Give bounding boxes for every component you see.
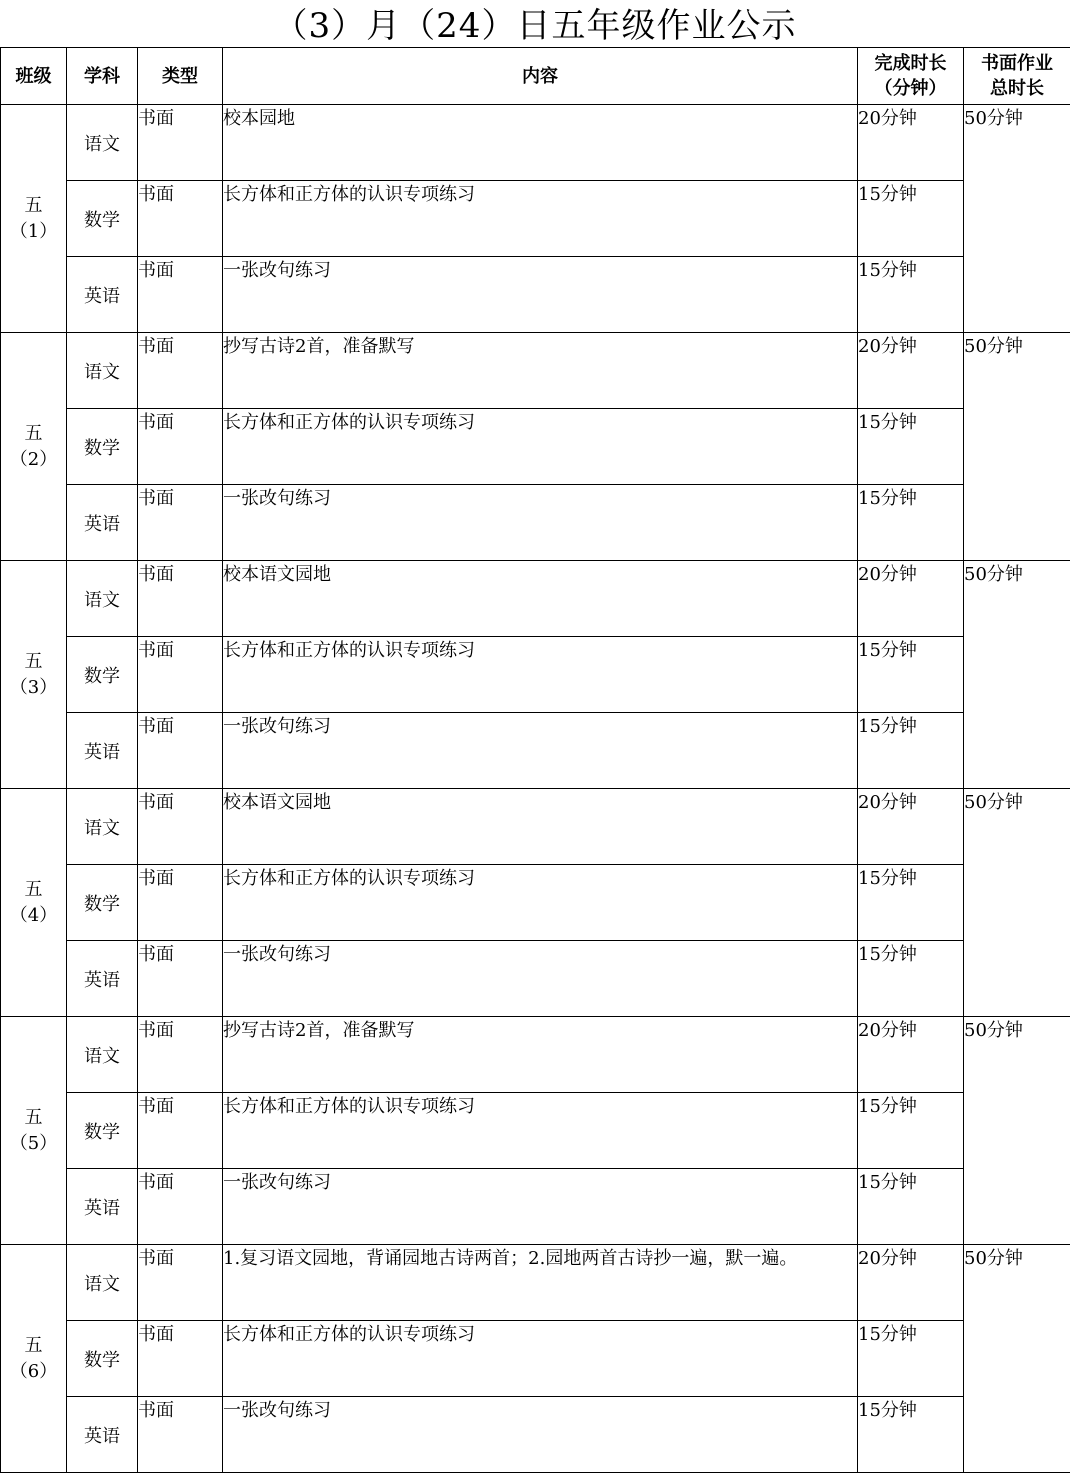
duration-cell: 15分钟 <box>858 1093 964 1169</box>
duration-cell: 15分钟 <box>858 941 964 1017</box>
homework-table <box>0 47 1070 1473</box>
class-grade: 五 <box>24 422 43 444</box>
type-cell: 书面 <box>138 1321 223 1397</box>
type-cell: 书面 <box>138 561 223 637</box>
content-cell: 校本语文园地 <box>223 789 858 865</box>
table-row <box>1 257 1070 333</box>
class-grade: 五 <box>24 194 43 216</box>
subject-cell: 语文 <box>67 1245 138 1321</box>
table-row <box>1 1017 1070 1093</box>
type-cell: 书面 <box>138 485 223 561</box>
class-cell <box>1 333 67 561</box>
total-duration-cell: 50分钟 <box>964 561 1070 789</box>
type-cell: 书面 <box>138 409 223 485</box>
table-row <box>1 1093 1070 1169</box>
table-row <box>1 1397 1070 1473</box>
content-cell: 长方体和正方体的认识专项练习 <box>223 637 858 713</box>
table-row <box>1 333 1070 409</box>
table-row <box>1 941 1070 1017</box>
type-cell: 书面 <box>138 865 223 941</box>
table-row <box>1 181 1070 257</box>
page-title: （3）月（24）日五年级作业公示 <box>273 6 797 46</box>
table-row <box>1 105 1070 181</box>
content-cell: 长方体和正方体的认识专项练习 <box>223 1093 858 1169</box>
subject-cell: 语文 <box>67 105 138 181</box>
table-row <box>1 409 1070 485</box>
class-number: （5） <box>9 1132 58 1154</box>
header-duration <box>858 48 964 105</box>
header-duration-line1: 完成时长 <box>874 53 947 74</box>
subject-cell: 语文 <box>67 333 138 409</box>
class-grade: 五 <box>24 1106 43 1128</box>
type-cell: 书面 <box>138 941 223 1017</box>
duration-cell: 20分钟 <box>858 789 964 865</box>
content-cell: 校本语文园地 <box>223 561 858 637</box>
header-subject: 学科 <box>67 48 138 105</box>
duration-cell: 15分钟 <box>858 1321 964 1397</box>
total-duration-cell: 50分钟 <box>964 789 1070 1017</box>
table-row <box>1 1321 1070 1397</box>
subject-cell: 英语 <box>67 257 138 333</box>
class-number: （3） <box>9 676 58 698</box>
table-row <box>1 865 1070 941</box>
table-row <box>1 1245 1070 1321</box>
content-cell: 一张改句练习 <box>223 257 858 333</box>
subject-cell: 数学 <box>67 409 138 485</box>
subject-cell: 英语 <box>67 1397 138 1473</box>
type-cell: 书面 <box>138 1397 223 1473</box>
type-cell: 书面 <box>138 1017 223 1093</box>
content-cell: 一张改句练习 <box>223 713 858 789</box>
class-number: （6） <box>9 1360 58 1382</box>
table-row <box>1 789 1070 865</box>
subject-cell: 英语 <box>67 1169 138 1245</box>
subject-cell: 语文 <box>67 789 138 865</box>
duration-cell: 15分钟 <box>858 1397 964 1473</box>
class-cell <box>1 561 67 789</box>
type-cell: 书面 <box>138 257 223 333</box>
table-row <box>1 485 1070 561</box>
class-cell <box>1 105 67 333</box>
class-cell <box>1 1245 67 1473</box>
content-cell: 一张改句练习 <box>223 941 858 1017</box>
content-cell: 一张改句练习 <box>223 485 858 561</box>
header-duration-line2: （分钟） <box>874 78 947 99</box>
content-cell: 一张改句练习 <box>223 1397 858 1473</box>
content-cell: 长方体和正方体的认识专项练习 <box>223 865 858 941</box>
duration-cell: 15分钟 <box>858 713 964 789</box>
header-total <box>964 48 1070 105</box>
class-grade: 五 <box>24 878 43 900</box>
table-row <box>1 561 1070 637</box>
type-cell: 书面 <box>138 789 223 865</box>
table-body <box>1 105 1070 1473</box>
type-cell: 书面 <box>138 181 223 257</box>
subject-cell: 英语 <box>67 485 138 561</box>
duration-cell: 15分钟 <box>858 865 964 941</box>
content-cell: 抄写古诗2首，准备默写 <box>223 333 858 409</box>
class-cell <box>1 1017 67 1245</box>
header-type: 类型 <box>138 48 223 105</box>
duration-cell: 20分钟 <box>858 561 964 637</box>
subject-cell: 数学 <box>67 181 138 257</box>
class-grade: 五 <box>24 1334 43 1356</box>
subject-cell: 数学 <box>67 637 138 713</box>
total-duration-cell: 50分钟 <box>964 1245 1070 1473</box>
subject-cell: 数学 <box>67 1321 138 1397</box>
type-cell: 书面 <box>138 333 223 409</box>
content-cell: 长方体和正方体的认识专项练习 <box>223 181 858 257</box>
duration-cell: 20分钟 <box>858 1245 964 1321</box>
type-cell: 书面 <box>138 1093 223 1169</box>
content-cell: 长方体和正方体的认识专项练习 <box>223 1321 858 1397</box>
total-duration-cell: 50分钟 <box>964 333 1070 561</box>
duration-cell: 15分钟 <box>858 181 964 257</box>
table-row <box>1 1169 1070 1245</box>
subject-cell: 英语 <box>67 941 138 1017</box>
duration-cell: 20分钟 <box>858 105 964 181</box>
subject-cell: 英语 <box>67 713 138 789</box>
subject-cell: 语文 <box>67 561 138 637</box>
table-row <box>1 637 1070 713</box>
content-cell: 一张改句练习 <box>223 1169 858 1245</box>
header-content: 内容 <box>223 48 858 105</box>
content-cell: 长方体和正方体的认识专项练习 <box>223 409 858 485</box>
duration-cell: 15分钟 <box>858 1169 964 1245</box>
total-duration-cell: 50分钟 <box>964 1017 1070 1245</box>
type-cell: 书面 <box>138 1169 223 1245</box>
duration-cell: 20分钟 <box>858 333 964 409</box>
class-number: （4） <box>9 904 58 926</box>
header-class: 班级 <box>1 48 67 105</box>
duration-cell: 15分钟 <box>858 485 964 561</box>
class-number: （2） <box>9 448 58 470</box>
type-cell: 书面 <box>138 637 223 713</box>
table-row <box>1 713 1070 789</box>
type-cell: 书面 <box>138 105 223 181</box>
class-cell <box>1 789 67 1017</box>
header-row <box>1 48 1070 105</box>
subject-cell: 数学 <box>67 865 138 941</box>
duration-cell: 20分钟 <box>858 1017 964 1093</box>
class-number: （1） <box>9 220 58 242</box>
content-cell: 1.复习语文园地，背诵园地古诗两首；2.园地两首古诗抄一遍，默一遍。 <box>223 1245 858 1321</box>
duration-cell: 15分钟 <box>858 257 964 333</box>
content-cell: 校本园地 <box>223 105 858 181</box>
type-cell: 书面 <box>138 1245 223 1321</box>
duration-cell: 15分钟 <box>858 409 964 485</box>
total-duration-cell: 50分钟 <box>964 105 1070 333</box>
subject-cell: 数学 <box>67 1093 138 1169</box>
header-total-line1: 书面作业 <box>981 53 1053 74</box>
content-cell: 抄写古诗2首，准备默写 <box>223 1017 858 1093</box>
subject-cell: 语文 <box>67 1017 138 1093</box>
header-total-line2: 总时长 <box>990 78 1044 99</box>
class-grade: 五 <box>24 650 43 672</box>
duration-cell: 15分钟 <box>858 637 964 713</box>
type-cell: 书面 <box>138 713 223 789</box>
